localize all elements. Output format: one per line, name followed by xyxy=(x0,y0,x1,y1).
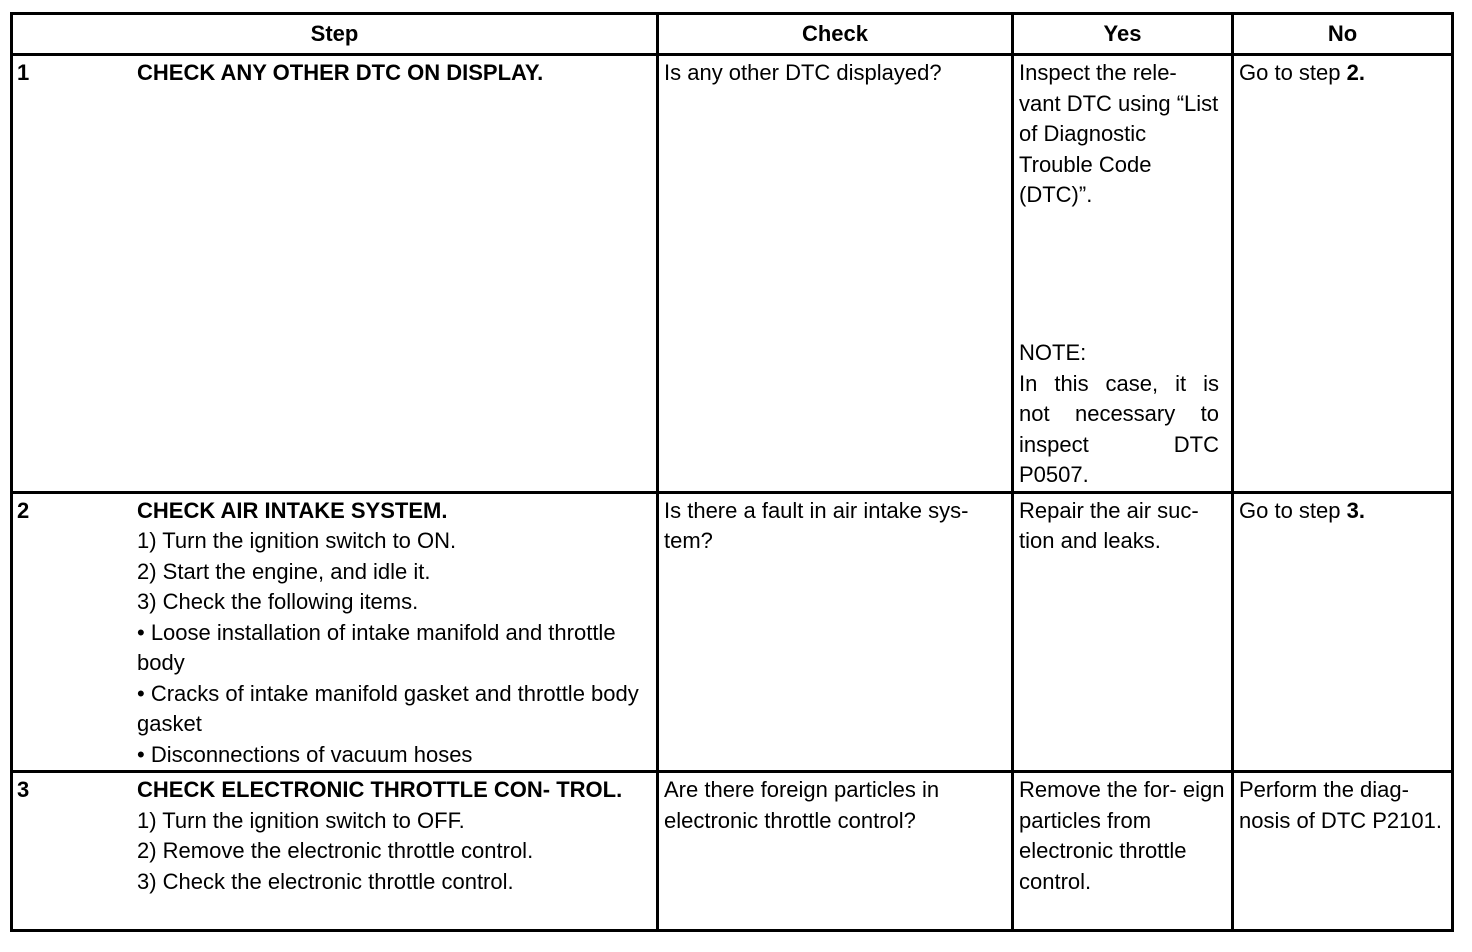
no-text: Perform the diag- nosis of DTC P2101. xyxy=(1239,777,1442,833)
table-row xyxy=(12,772,1453,931)
check-text: Is any other DTC displayed? xyxy=(664,60,942,85)
substep: 2) Start the engine, and idle it. xyxy=(137,558,431,584)
step-number: 3 xyxy=(17,777,30,802)
note-line: not necessary to xyxy=(1019,401,1219,426)
yes-cell xyxy=(1013,772,1233,931)
note-line: In this case, it is xyxy=(1019,370,1219,396)
table-row xyxy=(12,55,1453,493)
no-text: Go to step xyxy=(1239,60,1341,85)
header-no: No xyxy=(1233,14,1453,55)
no-step-ref: 3. xyxy=(1346,497,1365,523)
check-cell xyxy=(658,492,1013,772)
step-title: CHECK ELECTRONIC THROTTLE CON- TROL. xyxy=(137,777,623,802)
check-text: Is there a fault in air intake sys- tem? xyxy=(664,497,969,553)
note-label: NOTE: xyxy=(1019,340,1087,365)
no-step-ref: 2. xyxy=(1346,60,1365,85)
yes-cell xyxy=(1013,492,1233,772)
header-step: Step xyxy=(12,14,658,55)
substep: 3) Check the electronic throttle control. xyxy=(137,868,514,894)
yes-text: Remove the for- eign particles from electronic throttle control. xyxy=(1019,777,1225,894)
bullet-item: • Loose installation of intake manifold and throttle body xyxy=(137,619,616,675)
diagnostic-table xyxy=(10,12,1454,932)
header-check: Check xyxy=(658,14,1013,55)
check-text: Are there foreign particles in electronic throttle control? xyxy=(664,777,940,833)
yes-text: Inspect the rele- vant DTC using “List of Diagnostic Trouble Code (DTC)”. xyxy=(1019,60,1219,207)
no-cell xyxy=(1233,55,1453,493)
step-number: 2 xyxy=(17,497,30,523)
step-cell xyxy=(12,55,658,493)
substep: 3) Check the following items. xyxy=(137,589,419,614)
note-line: inspect DTC xyxy=(1019,431,1219,457)
bullet-item: • Cracks of intake manifold gasket and throttle body gasket xyxy=(137,680,639,736)
header-yes: Yes xyxy=(1013,14,1233,55)
no-cell xyxy=(1233,492,1453,772)
diagnostic-table-frame xyxy=(10,12,1454,933)
step-title: CHECK AIR INTAKE SYSTEM. xyxy=(137,497,448,523)
yes-text: Repair the air suc- tion and leaks. xyxy=(1019,497,1199,553)
no-cell xyxy=(1233,772,1453,931)
step-cell xyxy=(12,772,658,931)
no-text: Go to step xyxy=(1239,497,1341,523)
bullet-item: • Disconnections of vacuum hoses xyxy=(137,741,473,767)
substep: 2) Remove the electronic throttle control. xyxy=(137,838,534,863)
step-cell xyxy=(12,492,658,772)
substep: 1) Turn the ignition switch to OFF. xyxy=(137,807,465,833)
step-number: 1 xyxy=(17,60,30,85)
header-row xyxy=(12,14,1453,55)
check-cell xyxy=(658,55,1013,493)
table-row xyxy=(12,492,1453,772)
substep: 1) Turn the ignition switch to ON. xyxy=(137,528,457,553)
check-cell xyxy=(658,772,1013,931)
yes-cell xyxy=(1013,55,1233,493)
note-line-last: P0507. xyxy=(1019,462,1089,487)
step-title: CHECK ANY OTHER DTC ON DISPLAY. xyxy=(137,60,544,85)
